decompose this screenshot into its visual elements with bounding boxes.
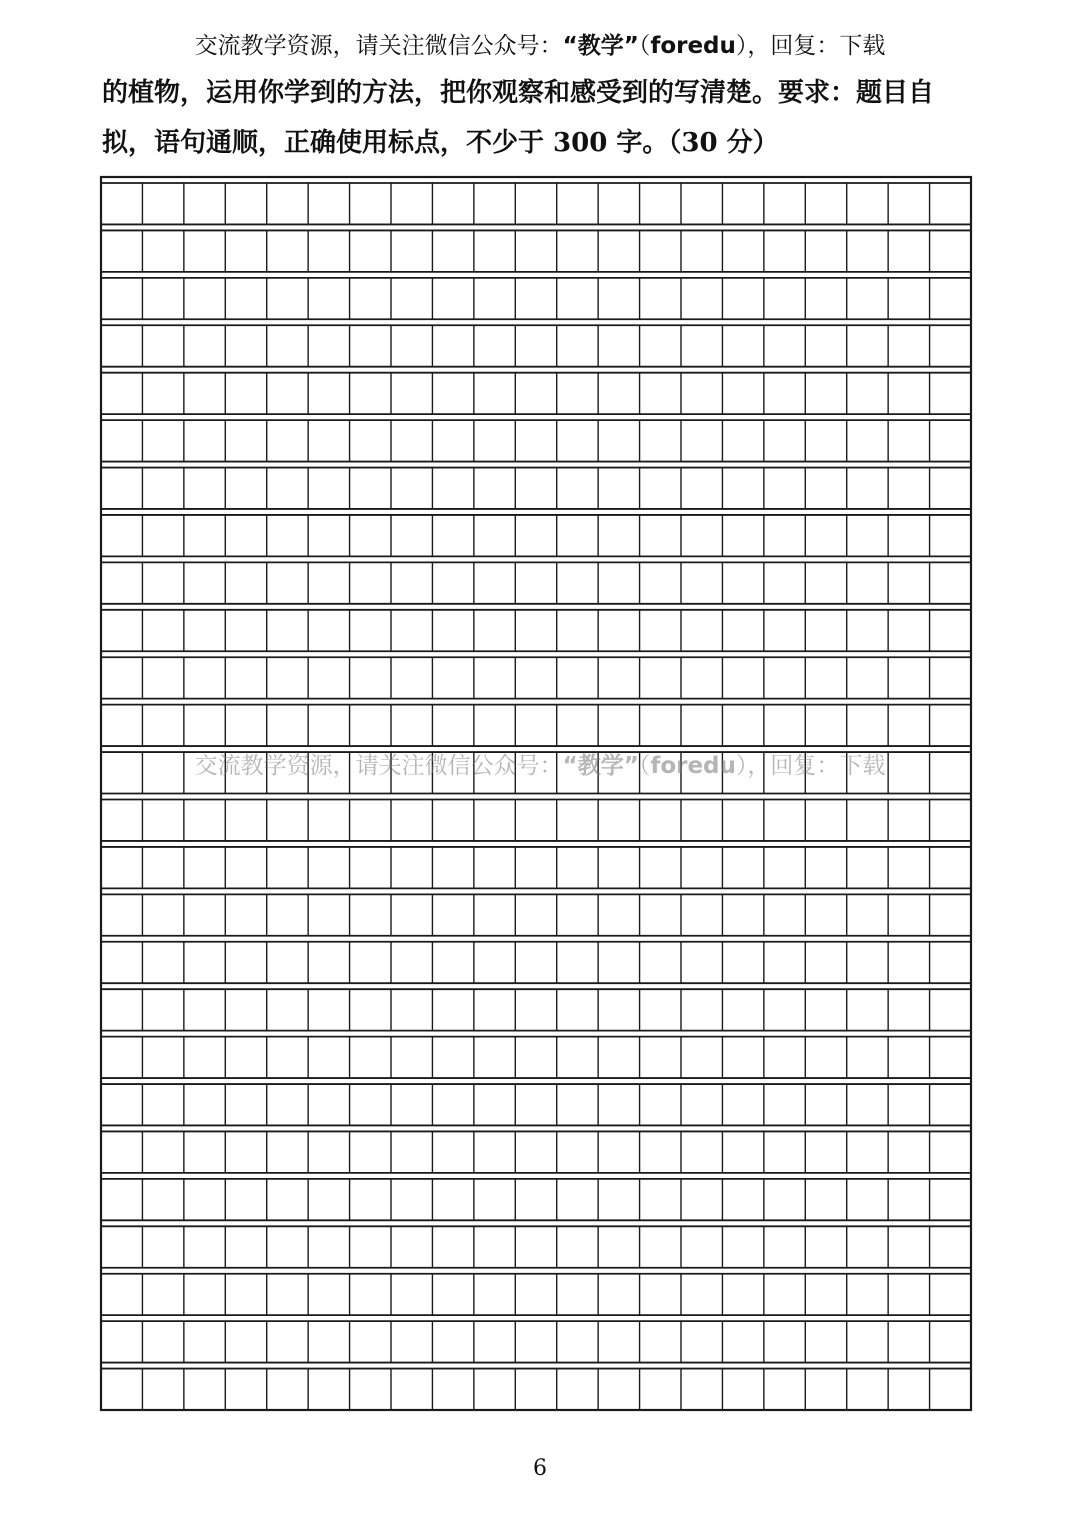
header-text-4: foredu	[650, 33, 736, 59]
header-notice	[0, 30, 1080, 62]
watermark-text-3: （	[638, 753, 651, 779]
watermark-text-5: ），回复：下载	[735, 753, 886, 779]
header-text-3: （	[638, 33, 651, 59]
page-number: 6	[533, 1456, 547, 1481]
header-text-2: “教学”	[562, 33, 639, 59]
watermark	[0, 750, 1080, 782]
writing-grid	[101, 177, 971, 1410]
watermark-text-1: 交流教学资源，请关注微信公众号：	[194, 753, 563, 779]
header-text-1: 交流教学资源，请关注微信公众号：	[194, 33, 563, 59]
essay-prompt	[102, 68, 992, 168]
prompt-line-1: 的植物，运用你学到的方法，把你观察和感受到的写清楚。要求：题目自	[102, 78, 935, 108]
header-text-5: ），回复：下载	[735, 33, 886, 59]
prompt-line-2: 拟，语句通顺，正确使用标点，不少于 300 字。（30 分）	[102, 128, 779, 158]
watermark-text-4: foredu	[650, 753, 736, 779]
watermark-text-2: “教学”	[562, 753, 639, 779]
writing-grid-lines	[101, 177, 971, 1410]
